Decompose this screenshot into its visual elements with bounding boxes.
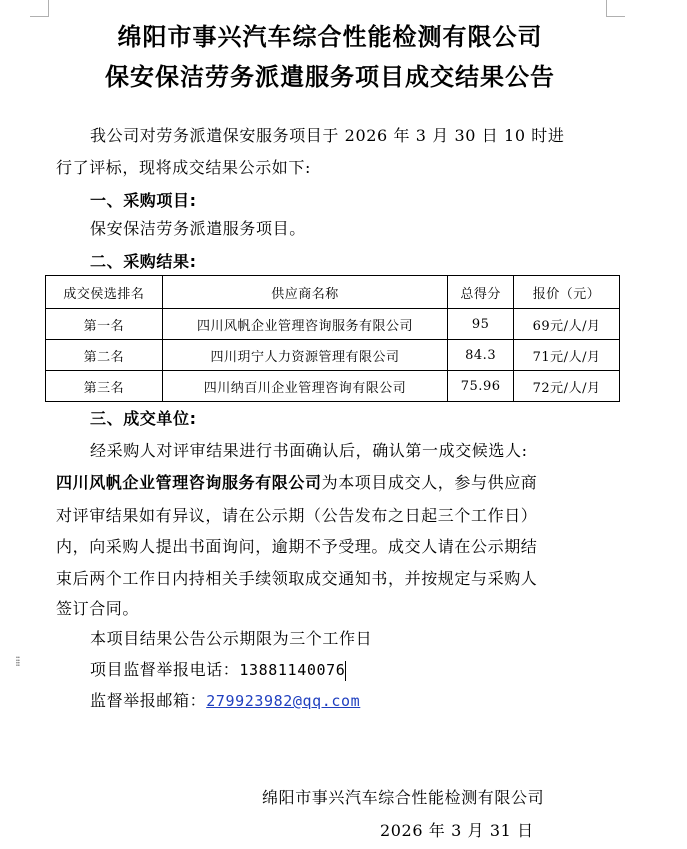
intro-line2: 行了评标，现将成交结果公示如下: [56, 158, 311, 177]
table-header-row [46, 276, 620, 309]
table-row [46, 309, 620, 340]
phone-line [90, 655, 346, 685]
email-line [90, 686, 360, 716]
table-header-rank: 成交侯选排名 [46, 276, 163, 309]
table-header-score: 总得分 [448, 276, 514, 309]
table-cell-rank: 第三名 [46, 371, 163, 402]
section3-line5: 束后两个工作日内持相关手续领取成交通知书，并按规定与采购人 [56, 569, 538, 588]
phone-value: 13881140076 [239, 661, 346, 679]
result-table [45, 275, 620, 402]
drag-handle-icon[interactable]: ⁞⁞ [15, 654, 19, 670]
page-corner-mark-right [606, 0, 625, 17]
table-cell-score: 84.3 [448, 340, 514, 371]
section3-line3: 对评审结果如有异议，请在公示期（公告发布之日起三个工作日） [56, 506, 538, 525]
phone-label: 项目监督举报电话： [90, 660, 240, 679]
text-cursor [345, 661, 346, 681]
signature-company: 绵阳市事兴汽车综合性能检测有限公司 [262, 788, 545, 807]
email-label: 监督举报邮箱： [90, 691, 207, 710]
document-title-line1: 绵阳市事兴汽车综合性能检测有限公司 [117, 23, 543, 51]
table-cell-supplier: 四川玥宁人力资源管理有限公司 [162, 340, 447, 371]
email-link[interactable]: 279923982@qq.com [206, 692, 361, 710]
table-cell-rank: 第一名 [46, 309, 163, 340]
intro-line1: 我公司对劳务派遣保安服务项目于 2026 年 3 月 30 日 10 时进 [90, 126, 565, 145]
section1-heading: 一、采购项目: [90, 191, 197, 210]
winning-company-name: 四川风帆企业管理咨询服务有限公司 [56, 473, 322, 492]
section3-heading: 三、成交单位: [90, 409, 197, 428]
section1-text: 保安保洁劳务派遣服务项目。 [90, 219, 306, 238]
table-row [46, 340, 620, 371]
table-cell-rank: 第二名 [46, 340, 163, 371]
section3-line6: 签订合同。 [56, 599, 140, 618]
table-cell-price: 71元/人/月 [514, 340, 620, 371]
table-cell-score: 75.96 [448, 371, 514, 402]
table-row [46, 371, 620, 402]
section2-heading: 二、采购结果: [90, 252, 197, 271]
document-title-line2: 保安保洁劳务派遣服务项目成交结果公告 [105, 63, 555, 91]
section3-line4: 内，向采购人提出书面询问，逾期不予受理。成交人请在公示期结 [56, 537, 538, 556]
signature-date: 2026 年 3 月 31 日 [380, 821, 534, 840]
period-text: 本项目结果公告公示期限为三个工作日 [90, 629, 373, 648]
page-corner-mark-left [30, 0, 49, 17]
table-cell-supplier: 四川风帆企业管理咨询服务有限公司 [162, 309, 447, 340]
section3-line1: 经采购人对评审结果进行书面确认后，确认第一成交候选人: [90, 441, 528, 460]
section3-line2-rest: 为本项目成交人，参与供应商 [321, 473, 538, 492]
table-header-supplier: 供应商名称 [162, 276, 447, 309]
table-cell-price: 69元/人/月 [514, 309, 620, 340]
table-cell-supplier: 四川纳百川企业管理咨询有限公司 [162, 371, 447, 402]
table-cell-price: 72元/人/月 [514, 371, 620, 402]
table-header-price: 报价（元） [514, 276, 620, 309]
table-cell-score: 95 [448, 309, 514, 340]
section3-line2 [56, 468, 537, 498]
